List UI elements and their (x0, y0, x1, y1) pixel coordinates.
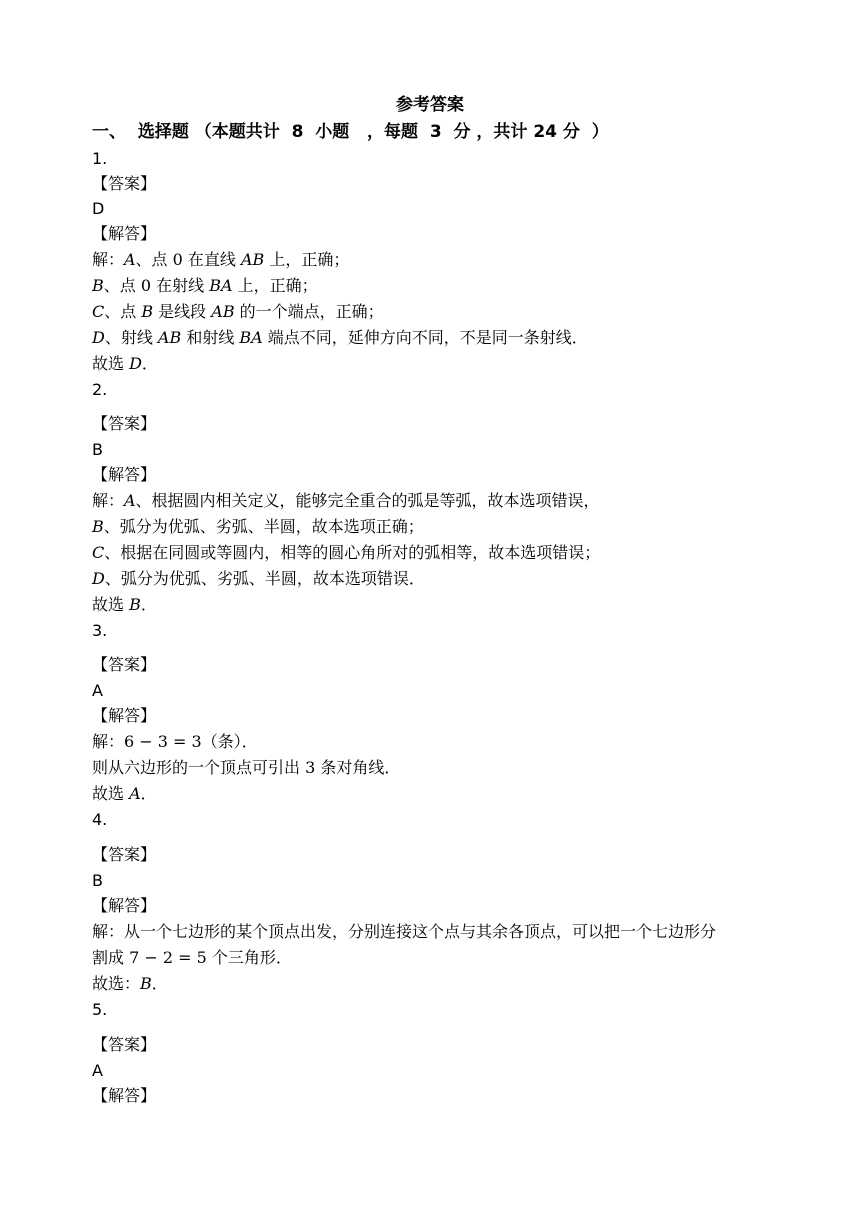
section-heading: 一、 选择题 （本题共计 8 小题 ，每题 3 分 ，共计 24 分 ） (92, 122, 609, 142)
solution-line: 解：𝐴、根据圆内相关定义，能够完全重合的弧是等弧，故本选项错误， (92, 491, 600, 510)
answer-value: A (92, 1061, 103, 1080)
solution-label: 【解答】 (92, 465, 157, 484)
solution-label: 【解答】 (92, 1086, 157, 1105)
solution-label: 【解答】 (92, 896, 157, 915)
answer-label: 【答案】 (92, 1035, 157, 1054)
solution-line: 解：从一个七边形的某个顶点出发，分别连接这个点与其余各顶点，可以把一个七边形分 (92, 922, 717, 941)
answer-value: B (92, 871, 103, 890)
solution-line: 𝐶、根据在同圆或等圆内，相等的圆心角所对的弧相等，故本选项错误； (92, 543, 601, 562)
question-number: 3. (92, 621, 108, 640)
solution-line: 解：6 − 3 = 3（条）． (92, 732, 258, 751)
solution-line: 故选 𝐴． (92, 784, 157, 803)
solution-line: 𝐵、点 0 在射线 𝐵𝐴 上，正确； (92, 276, 318, 295)
page-title: 参考答案 (396, 95, 464, 115)
answer-label: 【答案】 (92, 655, 157, 674)
question-number: 2. (92, 380, 108, 399)
question-number: 4. (92, 810, 108, 829)
answer-label: 【答案】 (92, 414, 157, 433)
question-number: 1. (92, 149, 108, 168)
solution-line: 故选 𝐵． (92, 595, 157, 614)
question-number: 5. (92, 1000, 108, 1019)
answer-value: B (92, 440, 103, 459)
answer-label: 【答案】 (92, 845, 157, 864)
solution-line: 故选：𝐵． (92, 974, 168, 993)
answer-label: 【答案】 (92, 174, 157, 193)
answer-value: D (92, 199, 105, 218)
solution-line: 解：𝐴、点 0 在直线 𝐴𝐵 上，正确； (92, 250, 350, 269)
solution-label: 【解答】 (92, 224, 157, 243)
solution-line: 𝐷、弧分为优弧、劣弧、半圆，故本选项错误． (92, 569, 425, 588)
solution-line: 故选 𝐷． (92, 354, 158, 373)
solution-label: 【解答】 (92, 706, 157, 725)
solution-line: 𝐷、射线 𝐴𝐵 和射线 𝐵𝐴 端点不同，延伸方向不同，不是同一条射线． (92, 328, 588, 347)
solution-line: 𝐵、弧分为优弧、劣弧、半圆，故本选项正确； (92, 517, 424, 536)
answer-value: A (92, 681, 103, 700)
solution-line: 则从六边形的一个顶点可引出 3 条对角线． (92, 758, 401, 777)
solution-line: 𝐶、点 𝐵 是线段 𝐴𝐵 的一个端点，正确； (92, 302, 384, 321)
solution-line: 割成 7 − 2 = 5 个三角形． (92, 948, 292, 967)
